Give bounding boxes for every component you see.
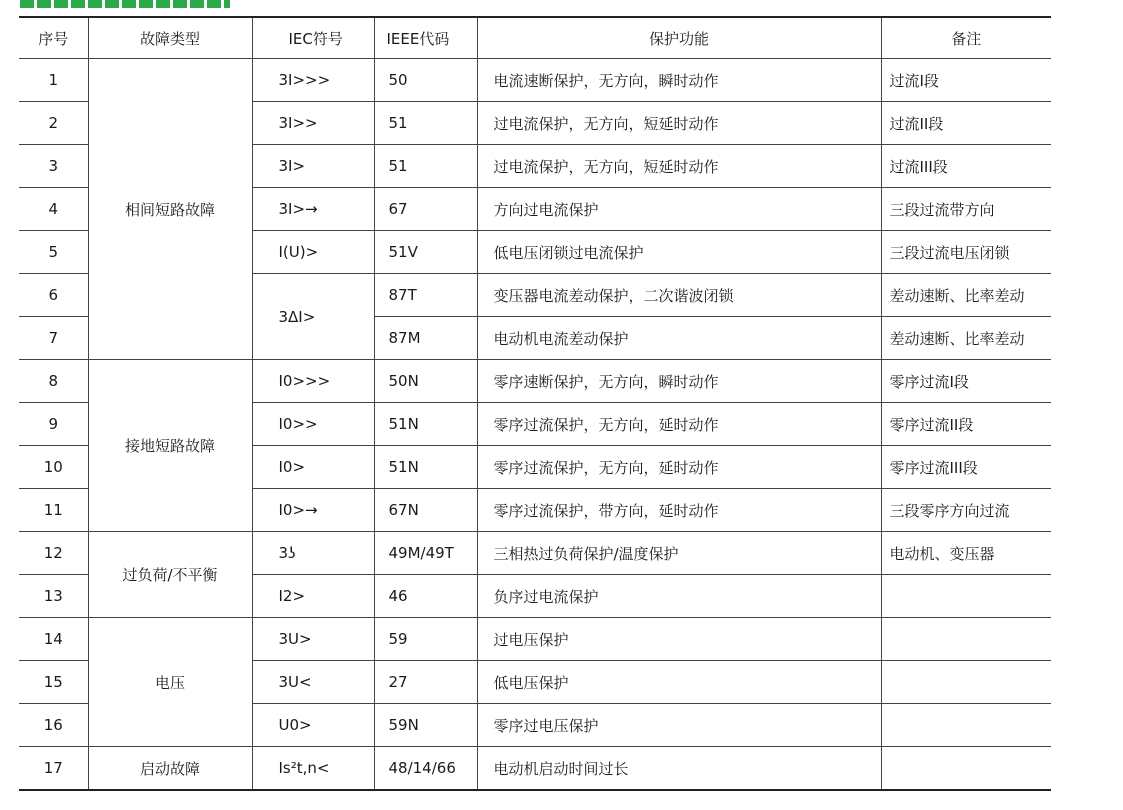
iec-symbol: I(U)> [252,231,374,274]
row-no: 14 [19,618,88,661]
iec-symbol: 3I>> [252,102,374,145]
remark: 差动速断、比率差动 [881,274,1051,317]
row-no: 17 [19,747,88,791]
remark: 电动机、变压器 [881,532,1051,575]
protection-function: 电动机电流差动保护 [477,317,881,360]
protection-function: 过电流保护，无方向，短延时动作 [477,145,881,188]
ieee-code: 51 [374,145,477,188]
protection-function-table [19,16,1051,791]
ieee-code: 51 [374,102,477,145]
header-protection-function: 保护功能 [477,17,881,59]
header-remarks: 备注 [881,17,1051,59]
protection-function: 零序过流保护，无方向，延时动作 [477,403,881,446]
ieee-code: 67 [374,188,477,231]
table-row [19,618,1051,661]
row-no: 12 [19,532,88,575]
row-no: 5 [19,231,88,274]
iec-symbol: 3U> [252,618,374,661]
iec-symbol: 3ΔI> [252,274,374,360]
iec-symbol: 3U< [252,661,374,704]
ieee-code: 51N [374,403,477,446]
remark: 过流I段 [881,59,1051,102]
ieee-code: 51N [374,446,477,489]
iec-symbol: 3ʖ [252,532,374,575]
row-no: 13 [19,575,88,618]
iec-symbol: 3I>→ [252,188,374,231]
ieee-code: 87T [374,274,477,317]
row-no: 6 [19,274,88,317]
protection-function: 过电压保护 [477,618,881,661]
remark: 过流II段 [881,102,1051,145]
protection-function: 三相热过负荷保护/温度保护 [477,532,881,575]
remark [881,575,1051,618]
protection-function: 零序速断保护，无方向，瞬时动作 [477,360,881,403]
protection-function: 电动机启动时间过长 [477,747,881,791]
iec-symbol: 3I> [252,145,374,188]
table-row [19,532,1051,575]
protection-function: 过电流保护，无方向，短延时动作 [477,102,881,145]
ieee-code: 49M/49T [374,532,477,575]
row-no: 2 [19,102,88,145]
row-no: 3 [19,145,88,188]
ieee-code: 67N [374,489,477,532]
header-no: 序号 [19,17,88,59]
ieee-code: 46 [374,575,477,618]
row-no: 9 [19,403,88,446]
ieee-code: 87M [374,317,477,360]
table-row [19,747,1051,791]
ieee-code: 50 [374,59,477,102]
table-row [19,59,1051,102]
fault-type-cell: 接地短路故障 [88,360,252,532]
remark [881,704,1051,747]
row-no: 10 [19,446,88,489]
header-fault-type: 故障类型 [88,17,252,59]
header-iec-symbol: IEC符号 [252,17,374,59]
protection-function: 电流速断保护，无方向，瞬时动作 [477,59,881,102]
fault-type-cell: 过负荷/不平衡 [88,532,252,618]
iec-symbol: U0> [252,704,374,747]
remark: 零序过流III段 [881,446,1051,489]
protection-function: 负序过电流保护 [477,575,881,618]
remark: 三段过流带方向 [881,188,1051,231]
row-no: 7 [19,317,88,360]
iec-symbol: I0> [252,446,374,489]
ieee-code: 59N [374,704,477,747]
table-header-row [19,17,1051,59]
protection-function: 零序过流保护，无方向，延时动作 [477,446,881,489]
remark: 过流III段 [881,145,1051,188]
fault-type-cell: 启动故障 [88,747,252,791]
iec-symbol: 3I>>> [252,59,374,102]
protection-function: 零序过电压保护 [477,704,881,747]
fault-type-cell: 电压 [88,618,252,747]
remark: 差动速断、比率差动 [881,317,1051,360]
remark [881,661,1051,704]
row-no: 16 [19,704,88,747]
protection-function: 低电压保护 [477,661,881,704]
row-no: 4 [19,188,88,231]
remark [881,618,1051,661]
iec-symbol: I2> [252,575,374,618]
remark: 零序过流I段 [881,360,1051,403]
iec-symbol: I0>>> [252,360,374,403]
protection-function: 零序过流保护，带方向，延时动作 [477,489,881,532]
ieee-code: 51V [374,231,477,274]
protection-function: 方向过电流保护 [477,188,881,231]
fault-type-cell: 相间短路故障 [88,59,252,360]
ieee-code: 27 [374,661,477,704]
ieee-code: 59 [374,618,477,661]
remark: 三段零序方向过流 [881,489,1051,532]
ieee-code: 48/14/66 [374,747,477,791]
header-ieee-code: IEEE代码 [374,17,477,59]
remark: 零序过流II段 [881,403,1051,446]
iec-symbol: I0>> [252,403,374,446]
protection-function: 变压器电流差动保护，二次谐波闭锁 [477,274,881,317]
remark: 三段过流电压闭锁 [881,231,1051,274]
iec-symbol: I0>→ [252,489,374,532]
row-no: 11 [19,489,88,532]
protection-function: 低电压闭锁过电流保护 [477,231,881,274]
section-heading-bar [20,0,230,8]
row-no: 8 [19,360,88,403]
table-row [19,360,1051,403]
remark [881,747,1051,791]
row-no: 15 [19,661,88,704]
iec-symbol: Is²t,n< [252,747,374,791]
row-no: 1 [19,59,88,102]
ieee-code: 50N [374,360,477,403]
